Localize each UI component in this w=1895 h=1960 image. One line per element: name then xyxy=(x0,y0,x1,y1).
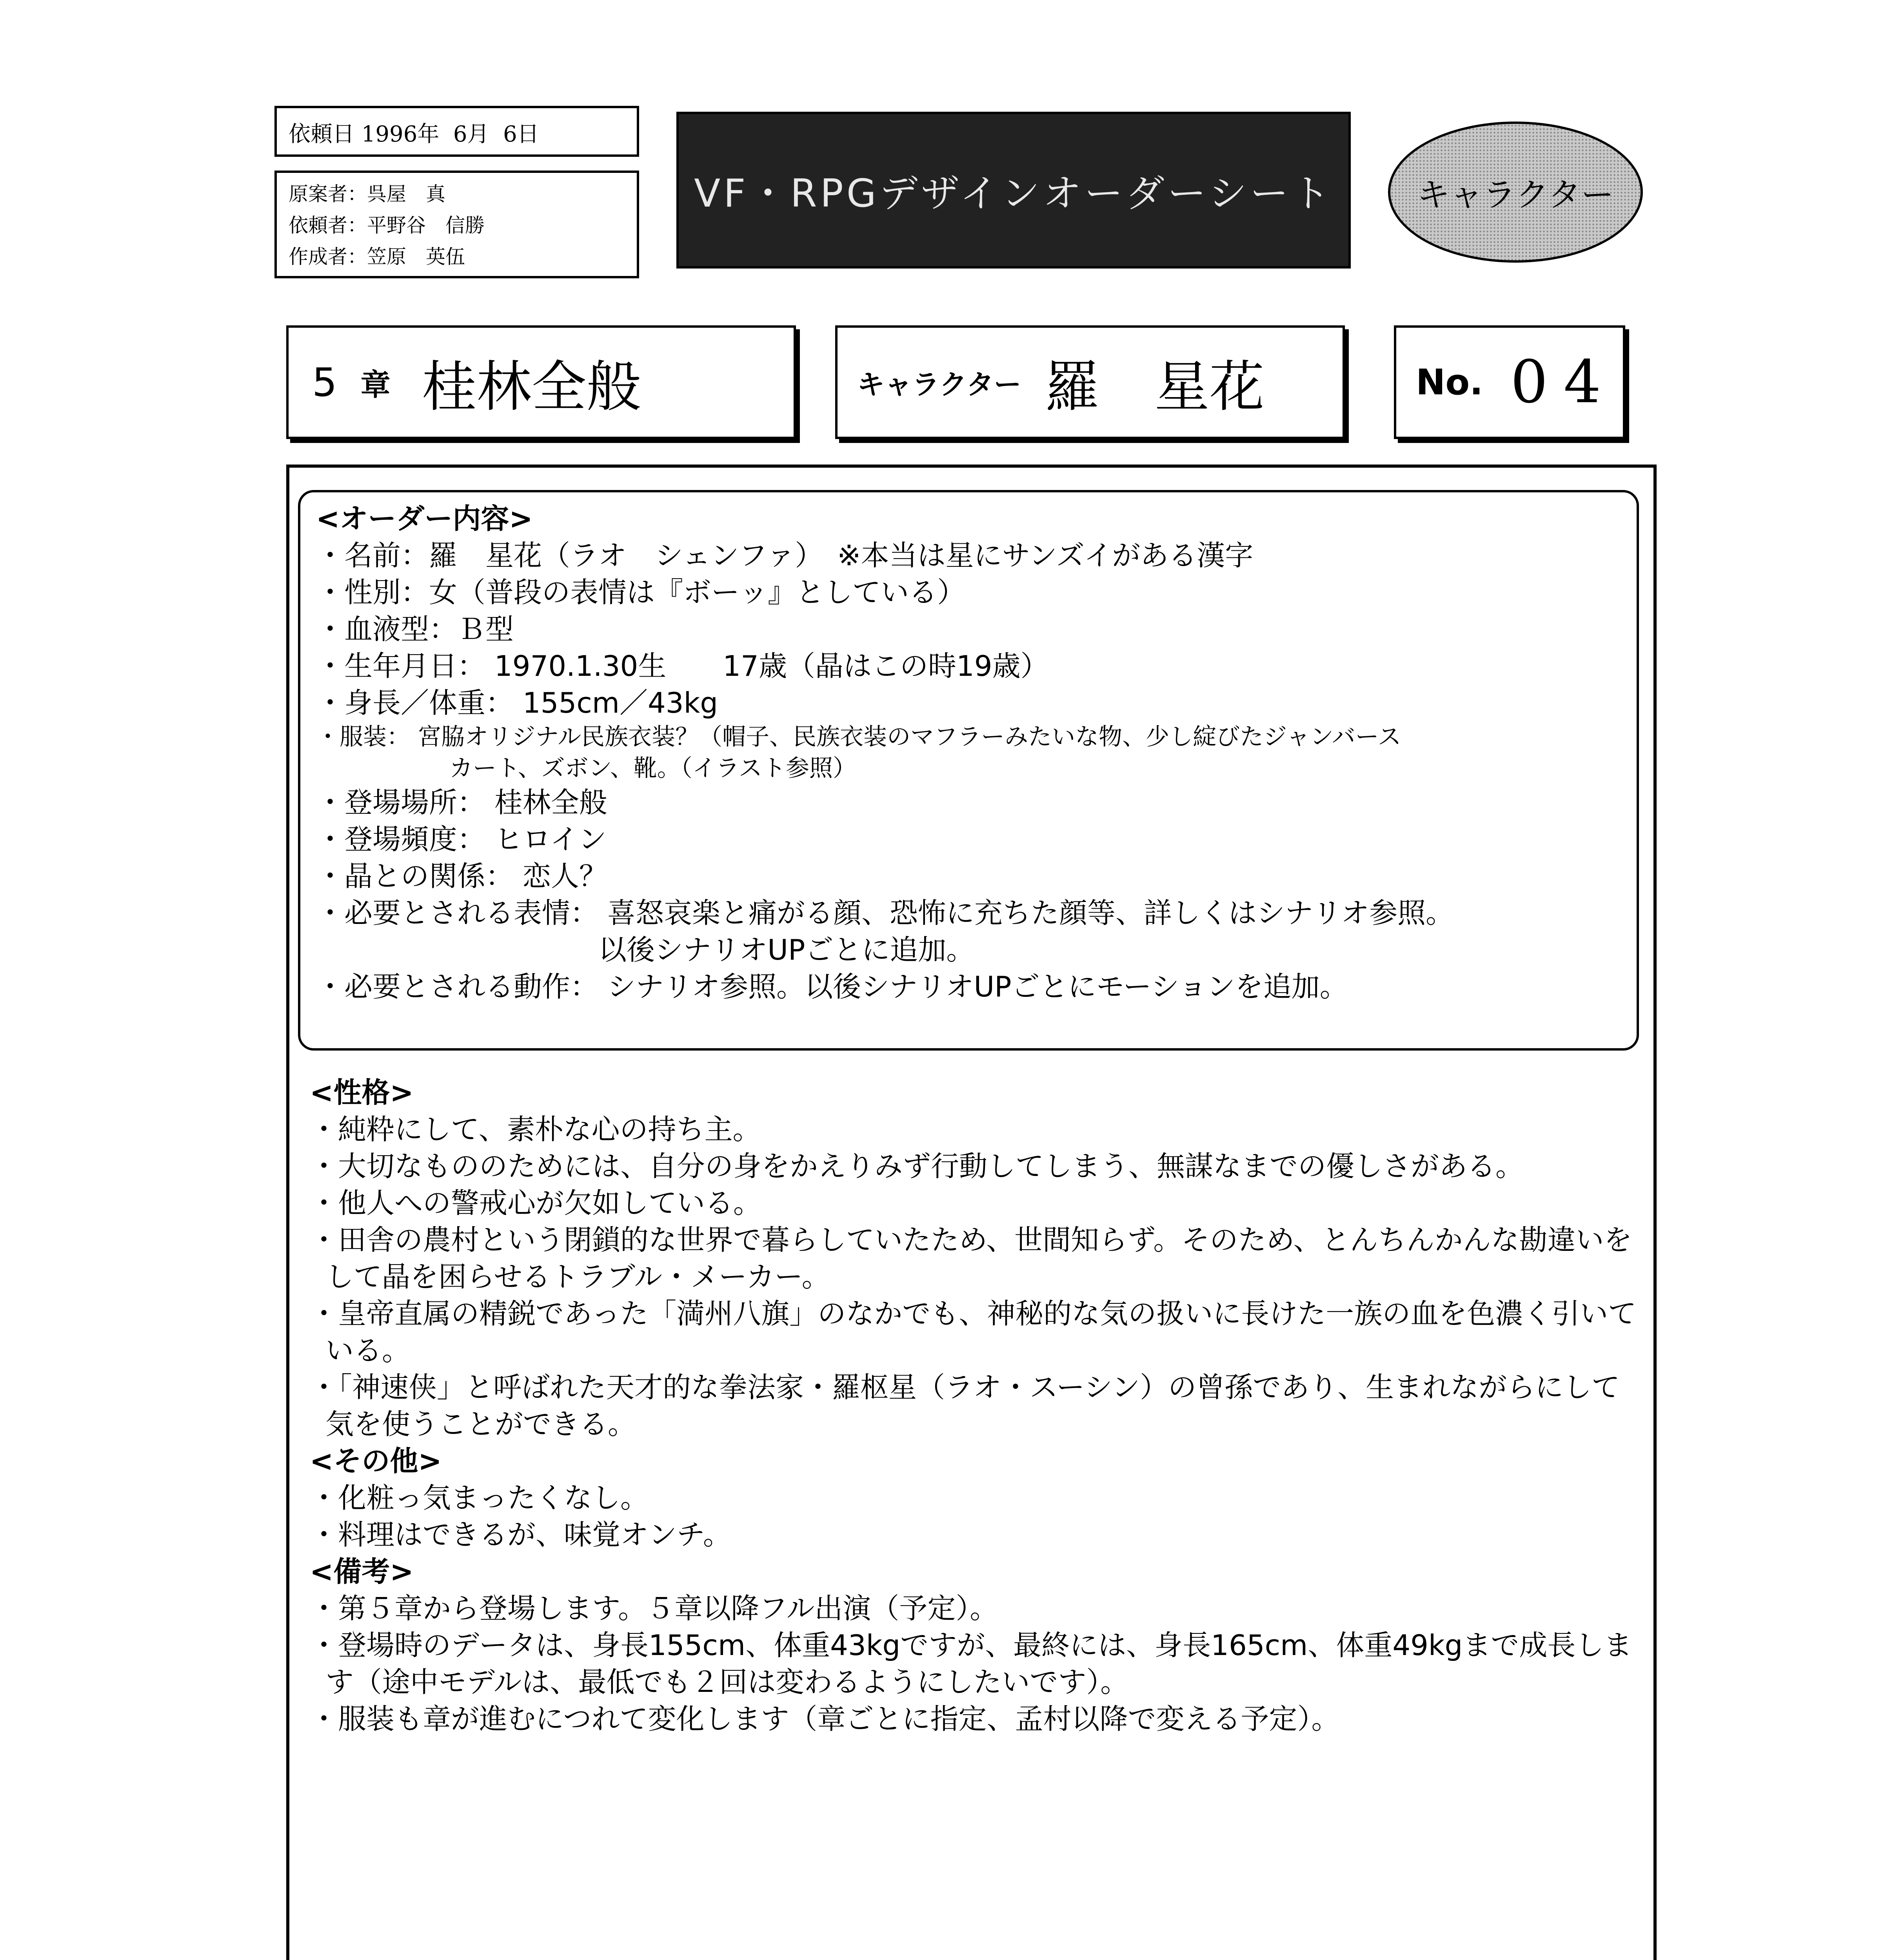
category-badge xyxy=(1388,122,1643,263)
order-line: ・性別：女（普段の表情は『ボーッ』としている） xyxy=(316,576,966,609)
number-value: 04 xyxy=(1510,348,1617,416)
order-line: ・血液型：Ｂ型 xyxy=(316,613,514,646)
number-box xyxy=(1394,325,1625,439)
staff-box xyxy=(274,171,639,278)
personality-item: ・純粋にして、素朴な心の持ち主。 xyxy=(310,1113,761,1146)
chapter-word: 章 xyxy=(360,367,391,402)
creator: 作成者：笠原 英伍 xyxy=(289,245,465,268)
costume-line: ・服装： 宮脇オリジナル民族衣装？（帽子、民族衣装のマフラーみたいな物、少し綻びたジャンバース xyxy=(316,723,1401,751)
original-author: 原案者：呉屋 真 xyxy=(289,183,445,205)
personality-item: ・他人への警戒心が欠如している。 xyxy=(310,1187,762,1220)
expression-line-cont: 以後シナリオUPごとに追加。 xyxy=(598,933,975,966)
order-line: ・身長／体重： 155cm／43kg xyxy=(316,686,718,719)
order-line: ・必要とされる表情： 喜怒哀楽と痛がる顔、恐怖に充ちた顔等、詳しくはシナリオ参照。 xyxy=(316,897,1454,929)
chapter-number: 5 xyxy=(312,359,337,405)
character-box xyxy=(835,325,1345,439)
requester: 依頼者：平野谷 信勝 xyxy=(289,214,485,237)
request-date: 依頼日 1996年 6月 6日 xyxy=(274,106,639,157)
chapter-box xyxy=(286,325,796,439)
order-line: ・登場頻度： ヒロイン xyxy=(316,823,607,856)
remarks-item: ・第５章から登場します。５章以降フル出演（予定）。 xyxy=(310,1592,998,1625)
order-heading: <オーダー内容> xyxy=(316,502,533,535)
order-line: ・名前：羅 星花（ラオ シェンファ） ※本当は星にサンズイがある漢字 xyxy=(316,539,1254,572)
other-item: ・化粧っ気まったくなし。 xyxy=(310,1481,649,1514)
sheet-title: VF・RPGデザインオーダーシート xyxy=(676,112,1351,269)
character-name: 羅 星花 xyxy=(1045,355,1265,419)
personality-item: ・田舎の農村という閉鎖的な世界で暮らしていたため、世間知らず。そのため、とんちんかんな勘違いをして晶を困らせるトラブル・メーカー。 xyxy=(310,1223,1632,1293)
other-item: ・料理はできるが、味覚オンチ。 xyxy=(310,1518,731,1551)
description-section xyxy=(310,1074,1643,1737)
personality-item: ・皇帝直属の精鋭であった「満州八旗」のなかでも、神秘的な気の扱いに長けた一族の血を色濃く引いている。 xyxy=(310,1297,1637,1367)
order-section xyxy=(298,490,1639,1051)
personality-item: ・大切なもののためには、自分の身をかえりみず行動してしまう、無謀なまでの優しさがある。 xyxy=(310,1150,1524,1183)
other-heading: <その他> xyxy=(310,1445,442,1477)
order-line: ・生年月日： 1970.1.30生 17歳（晶はこの時19歳） xyxy=(316,650,1049,682)
personality-heading: <性格> xyxy=(310,1076,414,1109)
chapter-name: 桂林全般 xyxy=(422,355,641,419)
personality-item: ・「神速侠」と呼ばれた天才的な拳法家・羅枢星（ラオ・スーシン）の曾孫であり、生まれながらにして気を使うことができる。 xyxy=(310,1371,1620,1441)
remarks-item: ・登場時のデータは、身長155cm、体重43kgですが、最終には、身長165cm、体重49kgまで成長します（途中モデルは、最低でも２回は変わるようにしたいです）。 xyxy=(310,1629,1632,1699)
motion-line: ・必要とされる動作： シナリオ参照。以後シナリオUPごとにモーションを追加。 xyxy=(316,970,1348,1003)
remarks-heading: <備考> xyxy=(310,1555,414,1588)
character-label: キャラクター xyxy=(857,368,1021,401)
costume-line-cont: カート、ズボン、靴。（イラスト参照） xyxy=(449,755,856,782)
order-line: ・晶との関係： 恋人？ xyxy=(316,860,607,893)
category-label: キャラクター xyxy=(1417,175,1614,214)
remarks-item: ・服装も章が進むにつれて変化します（章ごとに指定、孟村以降で変える予定）。 xyxy=(310,1702,1340,1735)
order-line: ・登場場所： 桂林全般 xyxy=(316,786,607,819)
number-label: No. xyxy=(1416,361,1483,403)
